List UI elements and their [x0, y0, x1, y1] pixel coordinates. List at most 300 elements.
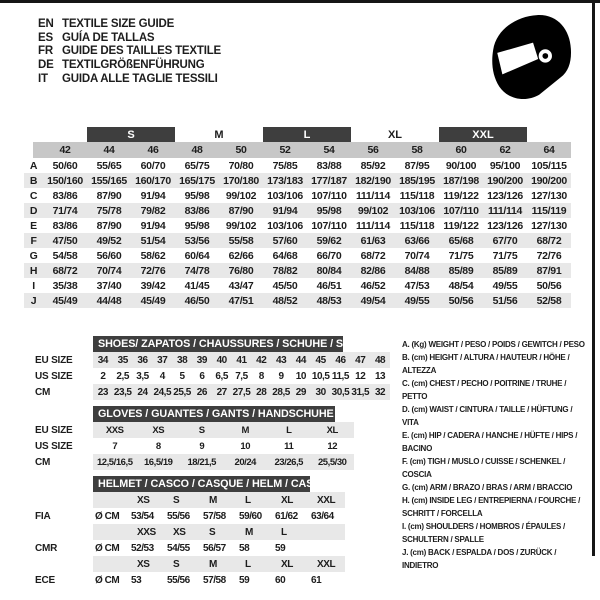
- measurement-key: E: [30, 219, 37, 232]
- value-cell: 35: [117, 354, 128, 366]
- helmet-value: [309, 540, 345, 556]
- size-number: 64: [543, 144, 555, 156]
- value-cell: XS: [152, 424, 165, 436]
- measurement-value: 91/94: [140, 189, 166, 202]
- measurement-value: 99/102: [357, 204, 389, 217]
- value-cell: 10: [295, 370, 306, 382]
- measurement-value: 68/72: [360, 249, 386, 262]
- legend-item: A. (Kg) WEIGHT / PESO / POIDS / GEWITCH / PESO: [402, 340, 585, 349]
- measurement-value: 123/126: [487, 189, 523, 202]
- measurement-row: [24, 263, 571, 278]
- standard-label: FIA: [35, 510, 51, 522]
- value-cell: 11: [284, 440, 294, 452]
- measurement-value: 60/70: [140, 159, 166, 172]
- helmet-value: 58: [239, 542, 250, 554]
- measurement-key: A: [29, 159, 38, 172]
- measurement-key: I: [32, 279, 35, 292]
- value-cell: 47: [355, 354, 366, 366]
- measurement-value: 127/130: [531, 219, 567, 232]
- size-group-header-row: [24, 127, 571, 142]
- measurement-value: 150/160: [47, 174, 83, 187]
- top-border-line: [0, 0, 600, 3]
- measurement-value: 170/180: [223, 174, 259, 187]
- value-cell: 6: [199, 370, 205, 382]
- measurement-key: B: [29, 174, 38, 187]
- measurement-row: [24, 293, 571, 308]
- measurement-value: 85/92: [360, 159, 386, 172]
- measurement-value: 107/110: [443, 204, 479, 217]
- helmet-table-header: HELMET / CASCO / CASQUE / HELM / CASCO: [93, 476, 310, 492]
- measurement-value: 185/195: [399, 174, 435, 187]
- standard-label: ECE: [35, 574, 55, 586]
- measurement-key: D: [29, 204, 38, 217]
- measurement-value: 182/190: [355, 174, 391, 187]
- measurement-value: 68/72: [536, 234, 562, 247]
- language-title: GUIDA ALLE TAGLIE TESSILI: [62, 73, 218, 86]
- measurement-value: 37/40: [96, 279, 122, 292]
- value-cell: 28: [256, 386, 267, 398]
- value-cell: 24,5: [153, 386, 172, 398]
- helmet-value: 61: [311, 574, 322, 586]
- measurement-key: C: [29, 189, 38, 202]
- measurement-value: 87/90: [96, 219, 122, 232]
- measurement-value: 115/118: [399, 189, 435, 202]
- measurement-value: 70/80: [228, 159, 254, 172]
- measurement-value: 75/78: [96, 204, 122, 217]
- measurement-value: 61/63: [360, 234, 386, 247]
- measurement-value: 99/102: [225, 219, 257, 232]
- helmet-size: XS: [137, 494, 150, 506]
- helmet-size: XL: [281, 494, 293, 506]
- unit-label: Ø CM: [95, 510, 120, 522]
- language-code: IT: [38, 73, 48, 86]
- measurement-value: 72/76: [140, 264, 166, 277]
- measurement-value: 187/198: [443, 174, 479, 187]
- size-group-xl: XL: [387, 128, 403, 141]
- measurement-value: 70/74: [404, 249, 430, 262]
- measurement-value: 63/66: [404, 234, 430, 247]
- helmet-value: 53: [131, 574, 142, 586]
- value-cell: 9: [199, 440, 205, 452]
- value-cell: 27: [216, 386, 227, 398]
- helmet-value: 63/64: [311, 510, 334, 522]
- right-border-line: [592, 0, 595, 556]
- helmet-value: 59: [275, 542, 286, 554]
- measurement-value: 75/85: [272, 159, 298, 172]
- size-number: 58: [411, 144, 423, 156]
- measurement-row: [24, 158, 571, 173]
- measurement-value: 64/68: [272, 249, 298, 262]
- size-number-row: [24, 142, 571, 158]
- measurement-row: [24, 218, 571, 233]
- measurement-value: 66/70: [316, 249, 342, 262]
- measurement-value: 46/50: [184, 294, 210, 307]
- helmet-value-row: [93, 508, 345, 524]
- measurement-value: 103/106: [267, 219, 303, 232]
- measurement-key: H: [29, 264, 38, 277]
- language-row: [38, 17, 221, 31]
- measurement-value: 72/76: [536, 249, 562, 262]
- value-cell: 24: [137, 386, 148, 398]
- spacer: [93, 524, 129, 540]
- language-code: DE: [38, 59, 54, 72]
- measurement-value: 41/45: [184, 279, 210, 292]
- legend-item: B. (cm) HEIGHT / ALTURA / HAUTEUR / HÖHE / ALTEZZA: [402, 353, 570, 375]
- value-cell: 9: [278, 370, 284, 382]
- language-row: [38, 45, 221, 59]
- value-cell: 34: [97, 354, 109, 366]
- helmet-value-row: [93, 540, 345, 556]
- helmet-size: S: [173, 558, 180, 570]
- measurement-value: 45/50: [272, 279, 298, 292]
- value-cell: 23: [97, 386, 109, 398]
- value-cell: 42: [256, 354, 267, 366]
- measurement-value: 95/98: [316, 204, 342, 217]
- measurement-value: 111/114: [355, 219, 391, 232]
- table-row: [93, 368, 390, 384]
- measurement-value: 85/89: [492, 264, 518, 277]
- row-label: CM: [35, 456, 51, 468]
- measurement-value: 119/122: [443, 189, 479, 202]
- helmet-value: 59: [239, 574, 250, 586]
- measurement-key: J: [30, 294, 37, 307]
- value-cell: 2,5: [116, 370, 129, 382]
- measurement-row: [24, 203, 571, 218]
- measurement-value: 71/75: [492, 249, 518, 262]
- value-cell: 25,5/30: [317, 456, 347, 468]
- measurement-value: 107/110: [311, 189, 347, 202]
- measurement-value: 47/53: [404, 279, 430, 292]
- helmet-size: L: [245, 558, 251, 570]
- measurement-value: 45/49: [140, 294, 166, 307]
- helmet-value-row: [93, 572, 345, 588]
- table-row: [93, 438, 354, 454]
- measurement-value: 49/55: [492, 279, 518, 292]
- measurement-value: 48/52: [272, 294, 298, 307]
- measurement-rows: [24, 158, 571, 308]
- helmet-size: S: [209, 526, 216, 538]
- value-cell: 23/26,5: [274, 456, 304, 468]
- value-cell: M: [241, 424, 249, 436]
- measurement-value: 91/94: [272, 204, 298, 217]
- measurement-value: 105/115: [531, 159, 567, 172]
- measurement-value: 95/98: [184, 219, 210, 232]
- legend-item: H. (cm) INSIDE LEG / ENTREPIERNA / FOURCHE / SCHRITT / FORCELLA: [402, 496, 581, 518]
- measurement-value: 165/175: [179, 174, 215, 187]
- measurement-row: [24, 233, 571, 248]
- measurement-value: 91/94: [140, 219, 166, 232]
- measurement-value: 111/114: [487, 204, 523, 217]
- row-label: US SIZE: [35, 370, 73, 382]
- helmet-size: L: [245, 494, 251, 506]
- racing-helmet-icon: [490, 12, 572, 104]
- value-cell: 32: [374, 386, 386, 398]
- helmet-size: XXS: [137, 526, 156, 538]
- value-cell: 12,5/16,5: [96, 456, 133, 468]
- measurement-value: 67/70: [492, 234, 518, 247]
- measurement-value: 46/51: [316, 279, 342, 292]
- size-group-xxl: XXL: [439, 127, 527, 142]
- value-cell: 43: [275, 354, 287, 366]
- measurement-value: 83/86: [52, 189, 78, 202]
- measurement-value: 50/60: [52, 159, 78, 172]
- helmet-value: 55/56: [167, 574, 190, 586]
- language-code: FR: [38, 45, 53, 58]
- helmet-size: XS: [137, 558, 150, 570]
- measurement-value: 62/66: [228, 249, 254, 262]
- helmet-value: 53/54: [131, 510, 154, 522]
- helmet-value: 52/53: [131, 542, 154, 554]
- value-cell: S: [198, 424, 205, 436]
- legend-item: I. (cm) SHOULDERS / HOMBROS / ÉPAULES / SCHULTERN / SPALLE: [402, 522, 566, 544]
- value-cell: L: [286, 424, 292, 436]
- value-cell: 5: [179, 370, 185, 382]
- unit-label: Ø CM: [95, 542, 120, 554]
- legend-item: F. (cm) TIGH / MUSLO / CUISSE / SCHENKEL / COSCIA: [402, 457, 566, 479]
- value-cell: 27,5: [232, 386, 251, 398]
- value-cell: 18/21,5: [187, 456, 217, 468]
- value-cell: 12: [355, 370, 366, 382]
- helmet-size-row: [93, 524, 345, 540]
- value-cell: 25,5: [173, 386, 191, 398]
- legend-item: E. (cm) HIP / CADERA / HANCHE / HÜFTE / HIPS / BACINO: [402, 431, 578, 453]
- measurement-value: 85/89: [448, 264, 474, 277]
- measurement-value: 44/48: [96, 294, 122, 307]
- size-number: 46: [147, 144, 159, 156]
- measurement-value: 70/74: [96, 264, 122, 277]
- measurement-legend: [402, 338, 590, 572]
- measurement-row: [24, 188, 571, 203]
- measurement-value: 48/54: [448, 279, 474, 292]
- size-number: 52: [279, 144, 291, 156]
- measurement-value: 83/86: [52, 219, 78, 232]
- measurement-value: 80/84: [316, 264, 342, 277]
- measurement-value: 50/56: [536, 279, 562, 292]
- language-title-list: [38, 17, 221, 86]
- measurement-value: 52/58: [536, 294, 562, 307]
- value-cell: 30,5: [331, 386, 350, 398]
- measurement-value: 177/187: [311, 174, 347, 187]
- value-cell: 10,5: [311, 370, 330, 382]
- measurement-value: 90/100: [445, 159, 477, 172]
- size-number: 42: [59, 144, 71, 156]
- helmet-value: 56/57: [203, 542, 226, 554]
- language-title: TEXTILGRÖßENFÜHRUNG: [62, 59, 205, 72]
- helmet-size: S: [173, 494, 180, 506]
- value-cell: 39: [196, 354, 207, 366]
- value-cell: 2: [100, 370, 106, 382]
- measurement-key: F: [30, 234, 37, 247]
- measurement-value: 50/56: [448, 294, 474, 307]
- measurement-value: 65/68: [448, 234, 474, 247]
- measurement-value: 46/52: [360, 279, 386, 292]
- helmet-size: M: [245, 526, 253, 538]
- size-number: 48: [191, 144, 203, 156]
- gloves-table-header: GLOVES / GUANTES / GANTS / HANDSCHUHE / GUANTI: [93, 406, 335, 422]
- value-cell: 31,5: [351, 386, 370, 398]
- value-cell: 10: [240, 440, 251, 452]
- measurement-value: 115/119: [531, 204, 567, 217]
- helmet-size: XL: [281, 558, 293, 570]
- measurement-value: 74/78: [184, 264, 210, 277]
- size-group-l: L: [263, 127, 351, 142]
- value-cell: 6,5: [215, 370, 228, 382]
- measurement-row: [24, 248, 571, 263]
- spacer: [24, 142, 43, 158]
- measurement-value: 71/74: [52, 204, 78, 217]
- helmet-size: XXL: [317, 494, 336, 506]
- measurement-value: 78/82: [272, 264, 298, 277]
- size-number: 62: [499, 144, 511, 156]
- measurement-value: 53/56: [184, 234, 210, 247]
- table-row: [93, 384, 390, 400]
- measurement-value: 87/95: [404, 159, 430, 172]
- measurement-value: 107/110: [311, 219, 347, 232]
- value-cell: 4: [159, 370, 165, 382]
- helmet-value: 55/56: [167, 510, 190, 522]
- value-cell: 16,5/19: [143, 456, 173, 468]
- measurement-value: 95/98: [184, 189, 210, 202]
- helmet-value: 61/62: [275, 510, 298, 522]
- standard-label: CMR: [35, 542, 58, 554]
- measurement-value: 51/54: [140, 234, 166, 247]
- textile-size-table: [24, 127, 571, 308]
- spacer: [24, 127, 87, 142]
- value-cell: 13: [374, 370, 386, 382]
- value-cell: XXS: [105, 424, 124, 436]
- measurement-value: 111/114: [355, 189, 391, 202]
- size-number: 54: [323, 144, 335, 156]
- measurement-value: 103/106: [399, 204, 435, 217]
- measurement-value: 60/64: [184, 249, 210, 262]
- helmet-size: M: [209, 558, 217, 570]
- helmet-value: 54/55: [167, 542, 190, 554]
- shoes-rows: [93, 352, 390, 400]
- measurement-value: 127/130: [531, 189, 567, 202]
- value-cell: 28,5: [272, 386, 290, 398]
- value-cell: 44: [295, 354, 306, 366]
- measurement-value: 49/52: [96, 234, 122, 247]
- value-cell: 37: [157, 354, 168, 366]
- measurement-value: 49/54: [360, 294, 386, 307]
- measurement-value: 83/86: [184, 204, 210, 217]
- value-cell: 3,5: [136, 370, 149, 382]
- measurement-value: 49/55: [404, 294, 430, 307]
- measurement-row: [24, 173, 571, 188]
- size-group-s: S: [87, 127, 175, 142]
- measurement-value: 173/183: [267, 174, 303, 187]
- measurement-value: 47/51: [228, 294, 254, 307]
- value-cell: 23,5: [113, 386, 132, 398]
- measurement-value: 55/58: [228, 234, 254, 247]
- value-cell: XL: [326, 424, 338, 436]
- table-row: [93, 422, 354, 438]
- size-number: 60: [455, 144, 467, 156]
- measurement-value: 99/102: [225, 189, 257, 202]
- value-cell: 29: [295, 386, 306, 398]
- measurement-value: 87/90: [96, 189, 122, 202]
- measurement-value: 123/126: [487, 219, 523, 232]
- legend-item: D. (cm) WAIST / CINTURA / TAILLE / HÜFTUNG / VITA: [402, 405, 573, 427]
- shoes-table-header: SHOES/ ZAPATOS / CHAUSSURES / SCHUHE / SCARPE: [93, 336, 343, 352]
- helmet-size: [309, 524, 345, 540]
- measurement-value: 190/200: [487, 174, 523, 187]
- value-cell: 8: [155, 440, 161, 452]
- legend-item: C. (cm) CHEST / PECHO / POITRINE / TRUHE / PETTO: [402, 379, 567, 401]
- measurement-value: 65/75: [184, 159, 210, 172]
- measurement-value: 160/170: [135, 174, 171, 187]
- value-cell: 20/24: [234, 456, 257, 468]
- unit-label: Ø CM: [95, 574, 120, 586]
- measurement-value: 57/60: [272, 234, 298, 247]
- language-title: TEXTILE SIZE GUIDE: [62, 17, 175, 30]
- helmet-size: XS: [173, 526, 186, 538]
- helmet-value: 60: [275, 574, 286, 586]
- measurement-value: 48/53: [316, 294, 342, 307]
- value-cell: 7,5: [235, 370, 248, 382]
- measurement-value: 82/86: [360, 264, 386, 277]
- language-title: GUIDE DES TAILLES TEXTILE: [62, 45, 221, 58]
- value-cell: 48: [374, 354, 386, 366]
- measurement-value: 56/60: [96, 249, 122, 262]
- measurement-value: 35/38: [52, 279, 78, 292]
- measurement-value: 87/90: [228, 204, 254, 217]
- size-group-m: M: [214, 128, 224, 141]
- value-cell: 41: [236, 354, 247, 366]
- measurement-value: 51/56: [492, 294, 518, 307]
- row-label: EU SIZE: [35, 424, 73, 436]
- measurement-value: 95/100: [489, 159, 521, 172]
- measurement-value: 87/91: [536, 264, 562, 277]
- spacer: [93, 492, 129, 508]
- helmet-size: M: [209, 494, 217, 506]
- helmet-size: L: [281, 526, 287, 538]
- value-cell: 46: [335, 354, 346, 366]
- language-row: [38, 58, 221, 72]
- measurement-value: 103/106: [267, 189, 303, 202]
- legend-item: J. (cm) BACK / ESPALDA / DOS / ZURÜCK / INDIETRO: [402, 548, 557, 570]
- value-cell: 30: [315, 386, 326, 398]
- language-code: EN: [38, 17, 54, 30]
- gloves-rows: [93, 422, 354, 470]
- size-number: 56: [367, 144, 379, 156]
- measurement-value: 83/88: [316, 159, 342, 172]
- measurement-value: 39/42: [140, 279, 166, 292]
- row-label: US SIZE: [35, 440, 73, 452]
- measurement-value: 43/47: [228, 279, 254, 292]
- measurement-value: 59/62: [316, 234, 342, 247]
- value-cell: 7: [112, 440, 118, 452]
- value-cell: 45: [315, 354, 326, 366]
- value-cell: 12: [327, 440, 338, 452]
- measurement-row: [24, 278, 571, 293]
- table-row: [93, 454, 354, 470]
- language-title: GUÍA DE TALLAS: [62, 31, 155, 44]
- value-cell: 36: [137, 354, 148, 366]
- row-label: EU SIZE: [35, 354, 73, 366]
- measurement-value: 68/72: [52, 264, 78, 277]
- language-row: [38, 72, 221, 86]
- measurement-value: 84/88: [404, 264, 430, 277]
- measurement-value: 119/122: [443, 219, 479, 232]
- helmet-rows: [93, 492, 345, 588]
- measurement-value: 71/75: [448, 249, 474, 262]
- spacer: [93, 556, 129, 572]
- helmet-value: 59/60: [239, 510, 262, 522]
- measurement-value: 45/49: [52, 294, 78, 307]
- measurement-value: 155/165: [91, 174, 127, 187]
- measurement-value: 115/118: [399, 219, 435, 232]
